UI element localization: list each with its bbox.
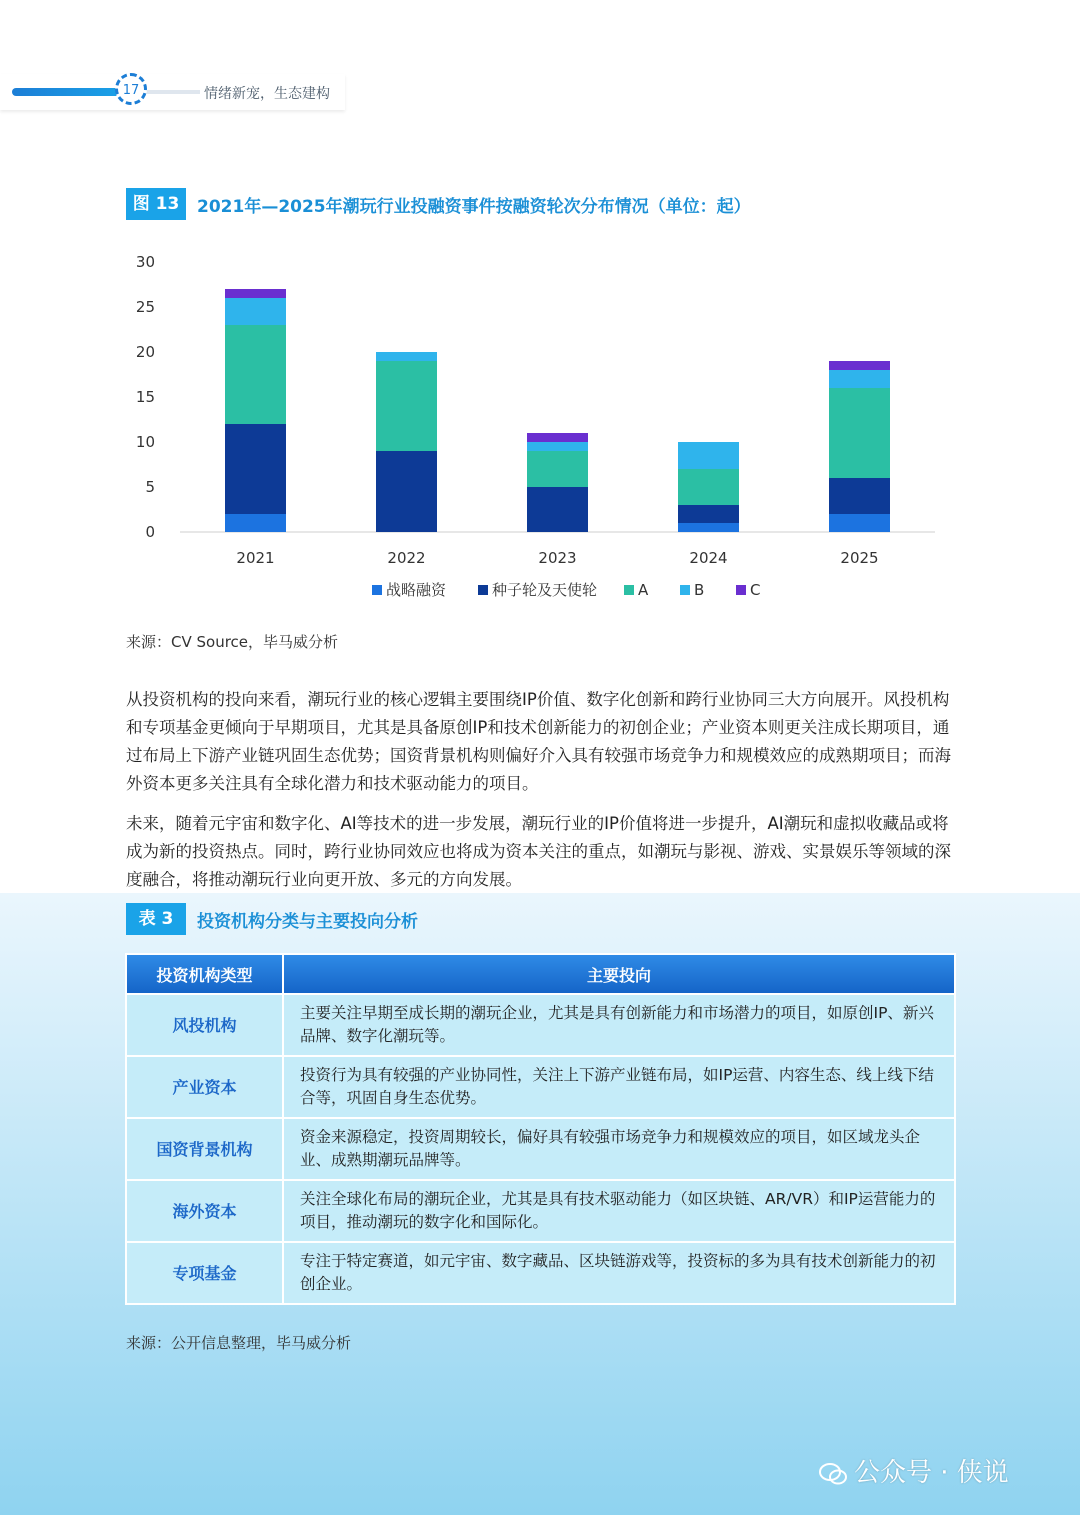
row-type: 产业资本	[126, 1056, 283, 1118]
watermark-text: 公众号 · 侠说	[854, 1458, 1009, 1488]
row-type: 风投机构	[126, 994, 283, 1056]
y-tick-label: 15	[135, 388, 155, 406]
legend-swatch	[680, 585, 690, 595]
bar-segment	[829, 514, 890, 532]
paragraph-2: 未来，随着元宇宙和数字化、AI等技术的进一步发展，潮玩行业的IP价值将进一步提升，AI潮玩和虚拟收藏品或将成为新的投资热点。同时，跨行业协同效应也将成为资本关注的重点，如潮玩与影视、游戏、实景娱乐等领域的深度融合，将推动潮玩行业向更开放、多元的方向发展。	[126, 814, 951, 889]
bar-segment	[376, 361, 437, 451]
legend-swatch	[736, 585, 746, 595]
bar-segment	[678, 505, 739, 523]
table-row	[126, 1180, 955, 1242]
y-tick-label: 20	[135, 343, 155, 361]
bar-segment	[829, 361, 890, 370]
bar-segment	[225, 424, 286, 514]
row-description: 主要关注早期至成长期的潮玩企业，尤其是具有创新能力和市场潜力的项目，如原创IP、新兴品牌、数字化潮玩等。	[283, 994, 955, 1056]
page-number: 17	[115, 73, 147, 105]
y-tick-label: 5	[145, 478, 155, 496]
row-description: 专注于特定赛道，如元宇宙、数字藏品、区块链游戏等，投资标的多为具有技术创新能力的初创企业。	[283, 1242, 955, 1304]
x-tick-label: 2023	[538, 549, 577, 567]
table-row	[126, 994, 955, 1056]
figure-tag: 图 13	[126, 188, 186, 220]
bar-segment	[527, 433, 588, 442]
watermark	[818, 1452, 1009, 1489]
legend-label: C	[750, 581, 761, 599]
bar-segment	[376, 451, 437, 532]
bar-segment	[829, 370, 890, 388]
y-tick-label: 10	[135, 433, 155, 451]
header-accent-line	[12, 88, 127, 96]
bar-segment	[527, 451, 588, 487]
row-description: 关注全球化布局的潮玩企业，尤其是具有技术驱动能力（如区块链、AR/VR）和IP运营能力的项目，推动潮玩的数字化和国际化。	[283, 1180, 955, 1242]
stacked-bar-chart	[120, 245, 960, 625]
bar-segment	[225, 298, 286, 325]
legend-swatch	[478, 585, 488, 595]
x-tick-label: 2025	[840, 549, 879, 567]
figure-source: 来源：CV Source，毕马威分析	[126, 633, 339, 651]
y-tick-label: 30	[135, 253, 155, 271]
table-row	[126, 1056, 955, 1118]
bar-segment	[527, 487, 588, 532]
row-description: 投资行为具有较强的产业协同性，关注上下游产业链布局，如IP运营、内容生态、线上线下结合等，巩固自身生态优势。	[283, 1056, 955, 1118]
table-header-type: 投资机构类型	[126, 954, 283, 994]
bar-segment	[678, 523, 739, 532]
paragraph-1: 从投资机构的投向来看，潮玩行业的核心逻辑主要围绕IP价值、数字化创新和跨行业协同三大方向展开。风投机构和专项基金更倾向于早期项目，尤其是具备原创IP和技术创新能力的初创企业；产业资本则更关注成长期项目，通过布局上下游产业链巩固生态优势；国资背景机构则偏好介入具有较强市场竞争力和规模效应的成熟期项目；而海外资本更多关注具有全球化潜力和技术驱动能力的项目。	[126, 690, 951, 793]
bar-segment	[527, 442, 588, 451]
table-header-direction: 主要投向	[283, 954, 955, 994]
bar-segment	[678, 442, 739, 469]
header-title: 情绪新宠，生态建构	[204, 86, 330, 102]
bar-segment	[829, 388, 890, 478]
x-tick-label: 2024	[689, 549, 728, 567]
table-row	[126, 1242, 955, 1304]
row-description: 资金来源稳定，投资周期较长，偏好具有较强市场竞争力和规模效应的项目，如区域龙头企业、成熟期潮玩品牌等。	[283, 1118, 955, 1180]
legend-swatch	[624, 585, 634, 595]
bar-segment	[678, 469, 739, 505]
bar-segment	[225, 514, 286, 532]
x-tick-label: 2021	[236, 549, 275, 567]
bar-segment	[225, 325, 286, 424]
table-row	[126, 1118, 955, 1180]
table-title: 投资机构分类与主要投向分析	[197, 912, 418, 932]
wechat-icon	[818, 1462, 848, 1486]
figure-title: 2021年—2025年潮玩行业投融资事件按融资轮次分布情况（单位：起）	[197, 197, 751, 217]
y-tick-label: 0	[145, 523, 155, 541]
investor-table	[125, 953, 956, 1305]
row-type: 专项基金	[126, 1242, 283, 1304]
x-tick-label: 2022	[387, 549, 426, 567]
bar-segment	[376, 352, 437, 361]
table-tag: 表 3	[126, 903, 186, 935]
row-type: 国资背景机构	[126, 1118, 283, 1180]
bar-segment	[829, 478, 890, 514]
y-tick-label: 25	[135, 298, 155, 316]
bar-segment	[225, 289, 286, 298]
legend-label: 种子轮及天使轮	[492, 581, 598, 599]
table-source: 来源：公开信息整理，毕马威分析	[126, 1334, 352, 1352]
legend-swatch	[372, 585, 382, 595]
header-divider	[140, 90, 200, 94]
legend-label: 战略融资	[386, 581, 447, 599]
row-type: 海外资本	[126, 1180, 283, 1242]
legend-label: B	[694, 581, 705, 599]
legend-label: A	[638, 581, 649, 599]
